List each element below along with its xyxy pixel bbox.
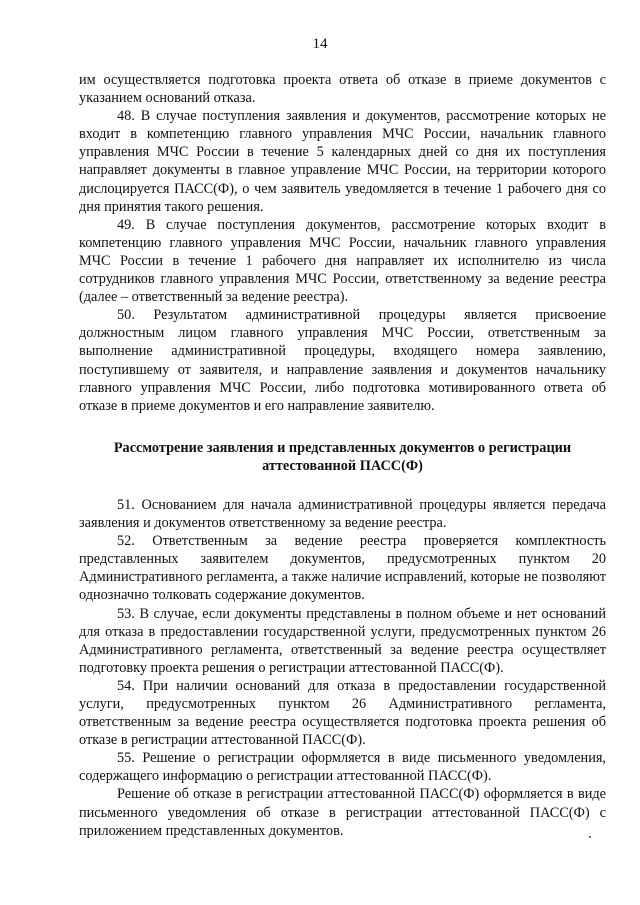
paragraph-50: 50. Результатом административной процедуры является присвоение должностным лицом главного управления МЧС России, ответственным за выполнение административной процедуры, входящего номера заявлению, поступившему от заявителя, и направление заявления и документов начальнику главного управления МЧС России, либо подготовка мотивированного ответа об отказе в приеме документов и его направление заявителю. (79, 307, 606, 414)
section-heading: Рассмотрение заявления и представленных документов о регистрации аттестованной ПАСС(Ф) (113, 439, 572, 474)
paragraph-refusal-decision: Решение об отказе в регистрации аттестованной ПАСС(Ф) оформляется в виде письменного уведомления об отказе в регистрации аттестованной ПАСС(Ф) с приложением представленных документов. (79, 786, 606, 839)
paragraph-55: 55. Решение о регистрации оформляется в виде письменного уведомления, содержащего информацию о регистрации аттестованной ПАСС(Ф). (79, 750, 606, 785)
page-number: 14 (312, 36, 328, 52)
scan-speck (589, 836, 591, 838)
paragraph-49: 49. В случае поступления документов, рассмотрение которых входит в компетенцию главного управления МЧС России, начальник главного управления МЧС России в течение 1 рабочего дня направляет их исполнителю из числа сотрудников главного управления МЧС России, ответственному за ведение реестра (далее – ответственный за ведение реестра). (79, 216, 606, 306)
paragraph-51: 51. Основанием для начала административной процедуры является передача заявления и документов ответственному за ведение реестра. (79, 496, 606, 532)
paragraph-continuation: им осуществляется подготовка проекта ответа об отказе в приеме документов с указанием оснований отказа. (79, 72, 606, 107)
paragraph-53: 53. В случае, если документы представлены в полном объеме и нет оснований для отказа в предоставлении государственной услуги, предусмотренных пунктом 26 Административного регламента, ответственный за ведение реестра осуществляет подготовку проекта решения о регистрации аттестованной ПАСС(Ф). (79, 605, 606, 676)
paragraph-52: 52. Ответственным за ведение реестра проверяется комплектность представленных заявителем документов, предусмотренных пунктом 20 Административного регламента, а также наличие исправлений, которые не позволяют однозначно толковать содержание документов. (79, 533, 606, 604)
paragraph-48: 48. В случае поступления заявления и документов, рассмотрение которых не входит в компетенцию главного управления МЧС России, начальник главного управления МЧС России в течение 5 календарных дней со дня их поступления направляет документы в главное управление МЧС России, на территории которого дислоцируется ПАСС(Ф), о чем заявитель уведомляется в течение 1 рабочего дня со дня принятия такого решения. (79, 108, 606, 215)
paragraph-54: 54. При наличии оснований для отказа в предоставлении государственной услуги, предусмотренных пунктом 26 Административного регламента, ответственным за ведение реестра осуществляется подготовка проекта решения об отказе в регистрации аттестованной ПАСС(Ф). (79, 677, 606, 749)
document-body (79, 71, 606, 840)
